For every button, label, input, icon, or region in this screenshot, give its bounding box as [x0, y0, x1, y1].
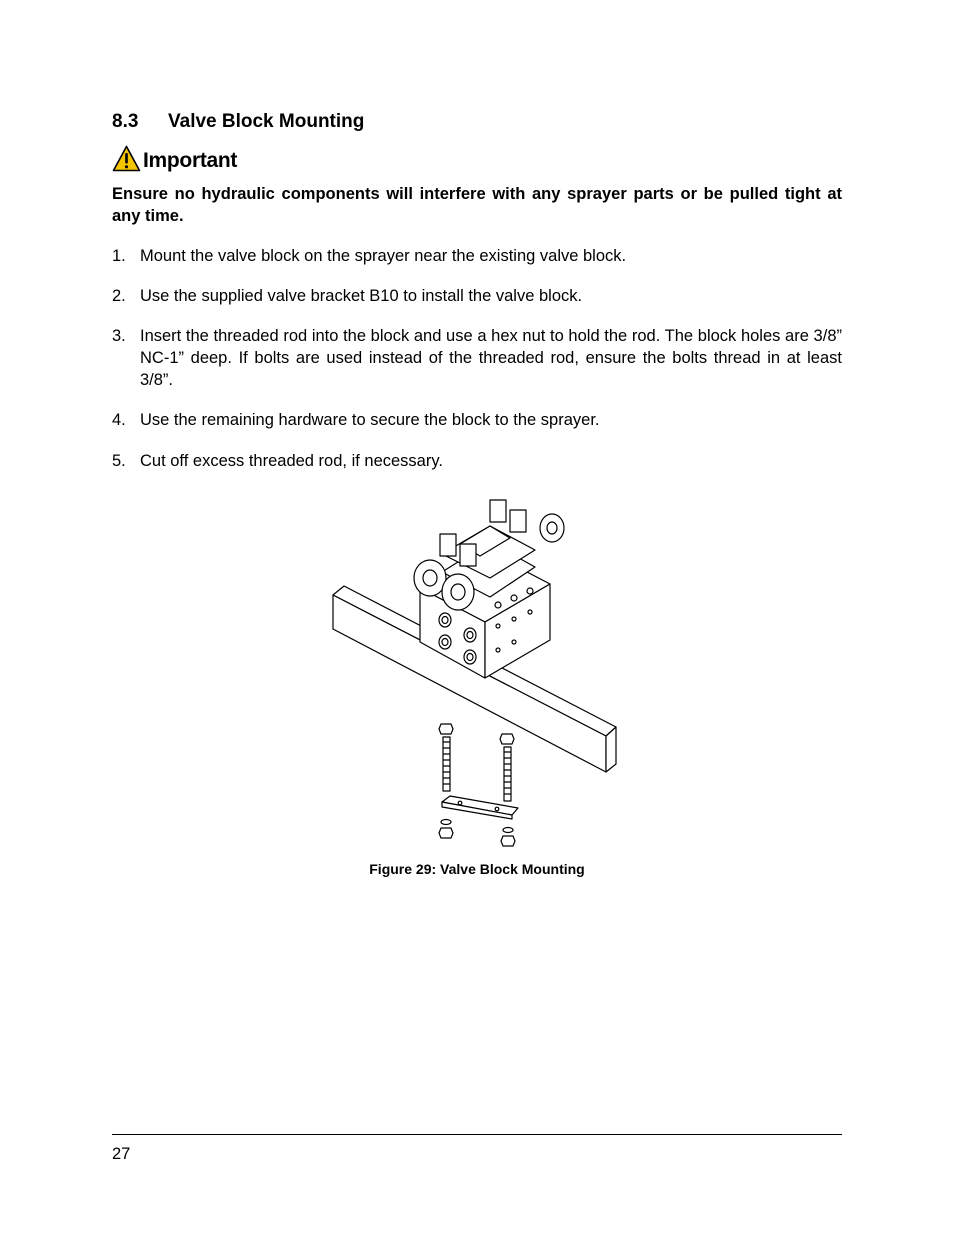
step-item — [112, 450, 842, 472]
hardware-nuts — [439, 820, 515, 847]
step-number: 2. — [112, 287, 126, 305]
step-text: Insert the threaded rod into the block and use a hex nut to hold the rod. The block holes are 3/8” NC-1” deep. If bolts are used instead of the threaded rod, ensure the bolts thread in at least 3/8”. — [140, 327, 842, 389]
step-text: Cut off excess threaded rod, if necessary. — [140, 452, 443, 470]
valve-block-figure — [330, 492, 622, 850]
section-number: 8.3 — [112, 111, 139, 132]
footer-rule — [112, 1134, 842, 1135]
important-notice — [112, 146, 237, 176]
warning-triangle-icon — [112, 145, 141, 177]
important-label: Important — [143, 149, 238, 172]
step-item — [112, 325, 842, 391]
section-heading — [112, 111, 364, 133]
step-text: Use the supplied valve bracket B10 to install the valve block. — [140, 287, 583, 305]
step-number: 4. — [112, 411, 126, 429]
step-text: Mount the valve block on the sprayer near the existing valve block. — [140, 247, 627, 265]
step-number: 3. — [112, 327, 126, 345]
step-item — [112, 409, 842, 431]
page-number: 27 — [112, 1145, 131, 1163]
step-item — [112, 285, 842, 307]
figure-caption: Figure 29: Valve Block Mounting — [369, 861, 585, 877]
step-text: Use the remaining hardware to secure the block to the sprayer. — [140, 411, 600, 429]
section-title: Valve Block Mounting — [168, 111, 365, 132]
important-text: Ensure no hydraulic components will interfere with any sprayer parts or be pulled tight at any time. — [112, 185, 842, 225]
step-item — [112, 245, 842, 267]
step-number: 5. — [112, 452, 126, 470]
threaded-rods — [439, 724, 514, 801]
step-number: 1. — [112, 247, 126, 265]
